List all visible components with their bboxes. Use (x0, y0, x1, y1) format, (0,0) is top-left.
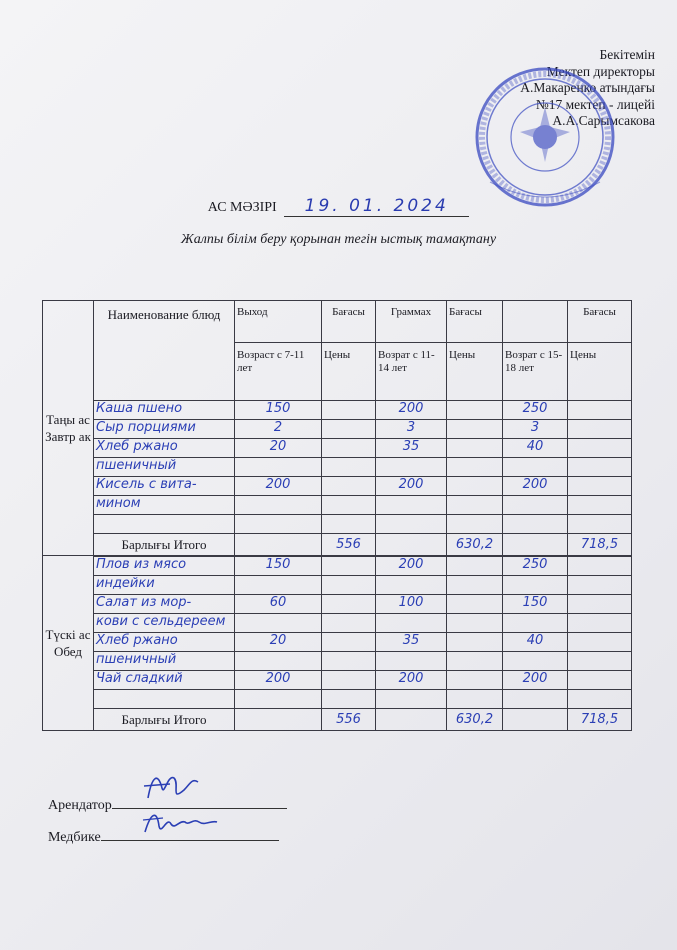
portion-15-18: 250 (503, 401, 568, 420)
col-grammah: Граммах (376, 301, 447, 343)
portion-15-18: 200 (503, 477, 568, 496)
price-cell (568, 439, 632, 458)
total-price-15-18: 718,5 (568, 709, 632, 731)
dish-name: кови с сельдереем (94, 614, 235, 633)
price-cell (322, 652, 376, 671)
menu-title (0, 196, 677, 217)
menu-table (42, 300, 632, 731)
dish-name: Сыр порциями (94, 420, 235, 439)
dish-name: Салат из мор- (94, 595, 235, 614)
dish-name: Хлеб ржано (94, 633, 235, 652)
portion-15-18 (503, 576, 568, 595)
price-cell (447, 671, 503, 690)
portion-15-18 (503, 496, 568, 515)
price-cell (568, 576, 632, 595)
price-cell (447, 458, 503, 477)
menu-row (43, 458, 632, 477)
price-cell (447, 633, 503, 652)
menu-row (43, 671, 632, 690)
empty-cell (94, 515, 235, 534)
portion-15-18 (503, 614, 568, 633)
portion-11-14: 3 (376, 420, 447, 439)
portion-11-14: 200 (376, 477, 447, 496)
dish-name: Хлеб ржано (94, 439, 235, 458)
approval-line: Мектеп директоры (546, 63, 655, 79)
price-cell (322, 633, 376, 652)
portion-11-14 (376, 614, 447, 633)
empty-cell (568, 515, 632, 534)
price-cell (568, 652, 632, 671)
col-vyhod: Выход (235, 301, 322, 343)
empty-cell (447, 690, 503, 709)
spacer-row (43, 515, 632, 534)
menu-row (43, 595, 632, 614)
empty-cell (376, 515, 447, 534)
portion-11-14: 35 (376, 439, 447, 458)
menu-row (43, 652, 632, 671)
empty-cell (235, 709, 322, 731)
portion-11-14: 100 (376, 595, 447, 614)
empty-cell (503, 515, 568, 534)
price-cell (322, 420, 376, 439)
portion-15-18: 200 (503, 671, 568, 690)
col-bagasy: Бағасы (447, 301, 503, 343)
price-cell (568, 401, 632, 420)
price-cell (568, 458, 632, 477)
approval-line: А.Макаренко атындағы (520, 80, 655, 95)
portion-7-11: 20 (235, 633, 322, 652)
empty-cell (376, 690, 447, 709)
renter-label: Арендатор (48, 798, 112, 813)
price-cell (322, 671, 376, 690)
menu-row (43, 420, 632, 439)
empty-cell (503, 690, 568, 709)
portion-15-18: 150 (503, 595, 568, 614)
menu-date: 19. 01. 2024 (284, 196, 469, 217)
portion-7-11 (235, 458, 322, 477)
spacer-row (43, 690, 632, 709)
empty-cell (235, 515, 322, 534)
portion-15-18: 40 (503, 633, 568, 652)
empty-cell (503, 534, 568, 556)
price-cell (447, 477, 503, 496)
dish-name: пшеничный (94, 652, 235, 671)
sub-price: Цены (447, 343, 503, 401)
price-cell (322, 401, 376, 420)
menu-row (43, 477, 632, 496)
price-cell (568, 477, 632, 496)
total-price-11-14: 630,2 (447, 709, 503, 731)
price-cell (568, 633, 632, 652)
dish-name: Кисель с вита- (94, 477, 235, 496)
col-bagasy: Бағасы (322, 301, 376, 343)
portion-11-14 (376, 576, 447, 595)
price-cell (568, 557, 632, 576)
school-seal-stamp (470, 62, 620, 212)
empty-cell (235, 690, 322, 709)
price-cell (322, 458, 376, 477)
portion-7-11: 2 (235, 420, 322, 439)
price-cell (322, 496, 376, 515)
price-cell (447, 439, 503, 458)
price-cell (568, 671, 632, 690)
empty-cell (376, 534, 447, 556)
portion-7-11: 150 (235, 401, 322, 420)
renter-signature-scribble (140, 768, 210, 808)
empty-cell (503, 709, 568, 731)
approval-line: №17 мектеп - лицейі (535, 96, 655, 112)
portion-15-18 (503, 458, 568, 477)
empty-cell (235, 534, 322, 556)
sub-age-7-11: Возраст с 7-11 лет (235, 343, 322, 401)
nurse-signature-scribble (141, 806, 221, 840)
dish-name: Каша пшено (94, 401, 235, 420)
portion-7-11: 200 (235, 671, 322, 690)
menu-row (43, 557, 632, 576)
col-bagasy: Бағасы (568, 301, 632, 343)
price-cell (447, 595, 503, 614)
nurse-line (101, 826, 279, 841)
approval-line: А.А.Сарымсакова (552, 113, 655, 128)
total-price-7-11: 556 (322, 534, 376, 556)
col-blank (503, 301, 568, 343)
total-row (43, 709, 632, 731)
price-cell (568, 614, 632, 633)
price-cell (568, 420, 632, 439)
portion-11-14: 200 (376, 671, 447, 690)
portion-7-11: 20 (235, 439, 322, 458)
price-cell (322, 576, 376, 595)
sub-price: Цены (322, 343, 376, 401)
menu-title-label: АС МӘЗІРІ (207, 200, 277, 215)
portion-11-14: 200 (376, 401, 447, 420)
price-cell (322, 477, 376, 496)
price-cell (447, 652, 503, 671)
portion-7-11: 60 (235, 595, 322, 614)
price-cell (447, 614, 503, 633)
portion-15-18 (503, 652, 568, 671)
price-cell (322, 557, 376, 576)
menu-row (43, 633, 632, 652)
lunch-label: Түскі ас Обед (43, 556, 94, 731)
portion-7-11: 150 (235, 557, 322, 576)
portion-11-14 (376, 652, 447, 671)
portion-7-11: 200 (235, 477, 322, 496)
price-cell (447, 401, 503, 420)
price-cell (447, 557, 503, 576)
empty-cell (322, 515, 376, 534)
empty-cell (376, 709, 447, 731)
empty-cell (568, 690, 632, 709)
portion-7-11 (235, 614, 322, 633)
dish-name: пшеничный (94, 458, 235, 477)
price-cell (568, 496, 632, 515)
menu-row (43, 439, 632, 458)
total-price-7-11: 556 (322, 709, 376, 731)
breakfast-label: Таңы ас Завтр ак (43, 301, 94, 556)
menu-row (43, 576, 632, 595)
dish-name: Плов из мясо (94, 557, 235, 576)
menu-row (43, 614, 632, 633)
menu-subtitle: Жалпы білім беру қорынан тегін ыстық тамақтану (180, 232, 497, 247)
dish-name: Чай сладкий (94, 671, 235, 690)
price-cell (447, 496, 503, 515)
price-cell (447, 576, 503, 595)
total-label: Барлығы Итого (94, 709, 235, 731)
portion-15-18: 40 (503, 439, 568, 458)
portion-7-11 (235, 496, 322, 515)
portion-11-14: 200 (376, 557, 447, 576)
price-cell (322, 614, 376, 633)
approval-line: Бекітемін (599, 47, 655, 62)
portion-11-14: 35 (376, 633, 447, 652)
portion-7-11 (235, 576, 322, 595)
dish-name: мином (94, 496, 235, 515)
price-cell (447, 420, 503, 439)
portion-15-18: 250 (503, 557, 568, 576)
price-cell (568, 595, 632, 614)
total-price-15-18: 718,5 (568, 534, 632, 556)
empty-cell (322, 690, 376, 709)
dish-name: индейки (94, 576, 235, 595)
sub-age-11-14: Возрат с 11-14 лет (376, 343, 447, 401)
sub-price: Цены (568, 343, 632, 401)
total-price-11-14: 630,2 (447, 534, 503, 556)
nurse-signature-line (48, 826, 279, 846)
portion-11-14 (376, 496, 447, 515)
col-dish-name: Наименование блюд (94, 301, 235, 401)
price-cell (322, 595, 376, 614)
nurse-label: Медбике (48, 830, 101, 845)
menu-row (43, 496, 632, 515)
portion-7-11 (235, 652, 322, 671)
total-label: Барлығы Итого (94, 534, 235, 556)
menu-row (43, 401, 632, 420)
portion-15-18: 3 (503, 420, 568, 439)
price-cell (322, 439, 376, 458)
empty-cell (94, 690, 235, 709)
total-row (43, 534, 632, 556)
empty-cell (447, 515, 503, 534)
sub-age-15-18: Возрат с 15-18 лет (503, 343, 568, 401)
portion-11-14 (376, 458, 447, 477)
